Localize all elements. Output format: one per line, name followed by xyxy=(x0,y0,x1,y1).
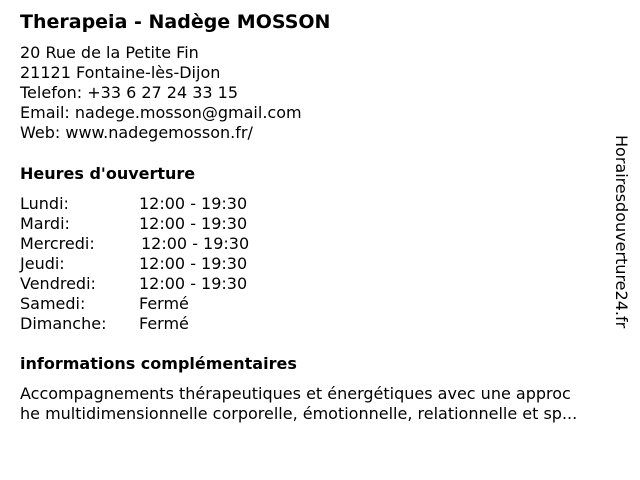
day-label: Mercredi: xyxy=(20,234,95,253)
day-label: Mardi: xyxy=(20,214,70,233)
day-label: Vendredi: xyxy=(20,274,96,293)
day-hours: Fermé xyxy=(139,294,189,313)
info-description xyxy=(20,384,628,424)
hours-heading: Heures d'ouverture xyxy=(20,164,196,183)
day-hours: Fermé xyxy=(139,314,189,333)
contact-block xyxy=(20,43,302,143)
day-label: Dimanche: xyxy=(20,314,107,333)
day-hours: 12:00 - 19:30 xyxy=(141,234,250,253)
info-line-1: Accompagnements thérapeutiques et énergétiques avec une approc xyxy=(20,384,571,403)
day-hours: 12:00 - 19:30 xyxy=(139,254,248,273)
phone-line: Telefon: +33 6 27 24 33 15 xyxy=(20,83,239,102)
info-heading: informations complémentaires xyxy=(20,354,297,373)
website-line: Web: www.nadegemosson.fr/ xyxy=(20,123,253,142)
day-label: Lundi: xyxy=(20,194,69,213)
day-label: Jeudi: xyxy=(20,254,65,273)
info-line-2: he multidimensionnelle corporelle, émotionnelle, relationnelle et sp... xyxy=(20,404,578,423)
day-hours: 12:00 - 19:30 xyxy=(139,194,248,213)
address-street: 20 Rue de la Petite Fin xyxy=(20,43,199,62)
day-hours: 12:00 - 19:30 xyxy=(139,214,248,233)
day-label: Samedi: xyxy=(20,294,86,313)
site-watermark: Horairesdouverture24.fr xyxy=(612,135,631,329)
email-line: Email: nadege.mosson@gmail.com xyxy=(20,103,302,122)
business-title: Therapeia - Nadège MOSSON xyxy=(20,11,331,33)
address-city: 21121 Fontaine-lès-Dijon xyxy=(20,63,221,82)
day-hours: 12:00 - 19:30 xyxy=(139,274,248,293)
